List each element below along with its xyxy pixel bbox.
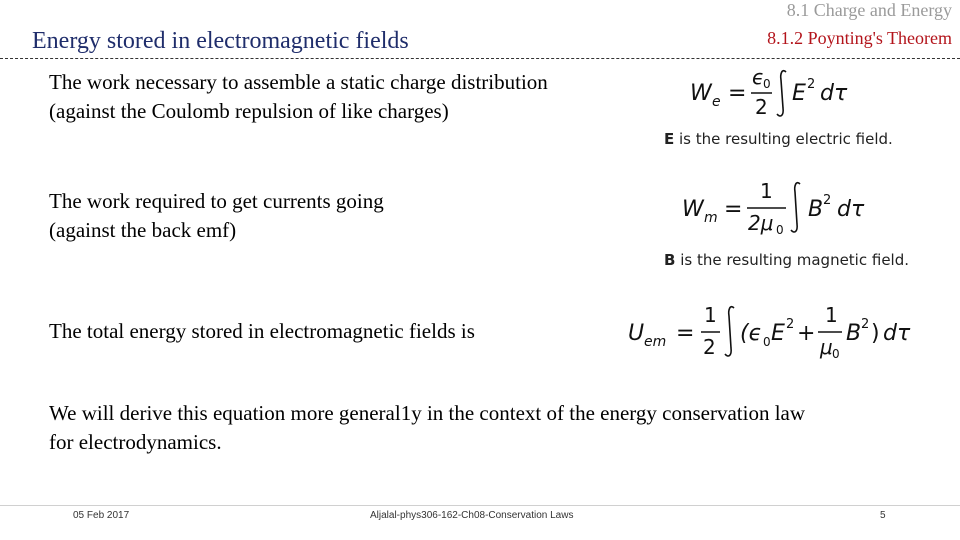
svg-text:=: = [728,81,747,106]
text-line: The work required to get currents going [49,189,384,213]
eq-lhs-sub: m [704,210,718,226]
eq-b-power: 2 [861,317,870,332]
eq-frac2-den-sub: 0 [832,347,840,361]
paragraph-electric-work [49,68,548,126]
eq-integrand: E [792,81,806,106]
paragraph-magnetic-work [49,187,384,245]
equation-magnetic-energy [680,176,880,240]
text-line: We will derive this equation more general1y in the context of the energy conservation law [49,401,806,425]
section-label: 8.1 Charge and Energy [786,0,952,20]
note-text: is the resulting magnetic field. [675,251,909,269]
eq-frac2-den: μ [820,335,833,359]
note-electric-field [664,130,893,148]
text-line: The work necessary to assemble a static charge distribution [49,70,548,94]
eq-lhs-sub: em [644,334,667,350]
eq-power: 2 [823,193,832,208]
paragraph-total-energy: The total energy stored in electromagnetic fields is [49,319,475,343]
eq-differential: dτ [820,81,848,106]
svg-text:=: = [676,321,695,346]
eq-lhs-var: U [628,321,645,346]
eq-numerator: 1 [760,179,773,203]
symbol-e: E [664,130,675,148]
eq-denominator: 2 [755,95,768,119]
page-number: 5 [880,510,886,521]
text-line: for electrodynamics. [49,430,222,454]
footer-divider [0,505,960,506]
eq-differential: dτ [837,197,865,222]
eq-eps-sub: 0 [763,335,771,349]
eq-integrand: B [808,197,824,222]
eq-denominator-sub: 0 [776,223,784,237]
note-magnetic-field [664,251,909,269]
symbol-b: B [664,251,676,269]
header-divider [0,58,960,59]
eq-denominator: 2μ [748,211,774,235]
text-line: (against the Coulomb repulsion of like charges) [49,99,449,123]
eq-differential: dτ [883,321,911,346]
eq-denominator: 2 [703,335,716,359]
svg-text:=: = [724,197,743,222]
eq-lhs-var: W [690,81,712,106]
eq-numerator: 1 [704,303,717,327]
eq-b-term: B [846,321,862,346]
paragraph-derivation-note [49,399,805,457]
eq-numerator: ϵ [752,65,765,89]
footer-date: 05 Feb 2017 [73,510,130,521]
eq-lhs-sub: e [712,94,721,110]
eq-numerator-sub: 0 [763,77,771,91]
eq-lhs-var: W [682,197,704,222]
footer-source: Aljalal-phys306-162-Ch08-Conservation Laws [370,510,574,521]
slide-title: Energy stored in electromagnetic fields [32,28,409,54]
eq-power: 2 [807,77,816,92]
equation-total-energy [626,300,926,366]
eq-e-term: E [771,321,785,346]
equation-electric-energy [688,62,868,122]
eq-open: (ϵ [740,321,763,346]
eq-e-power: 2 [786,317,795,332]
note-text: is the resulting electric field. [674,130,893,148]
eq-close: ) [871,321,880,346]
text-line: (against the back emf) [49,218,237,242]
subsection-label: 8.1.2 Poynting's Theorem [767,28,952,48]
eq-plus: + [797,321,816,346]
eq-frac2-num: 1 [825,303,838,327]
